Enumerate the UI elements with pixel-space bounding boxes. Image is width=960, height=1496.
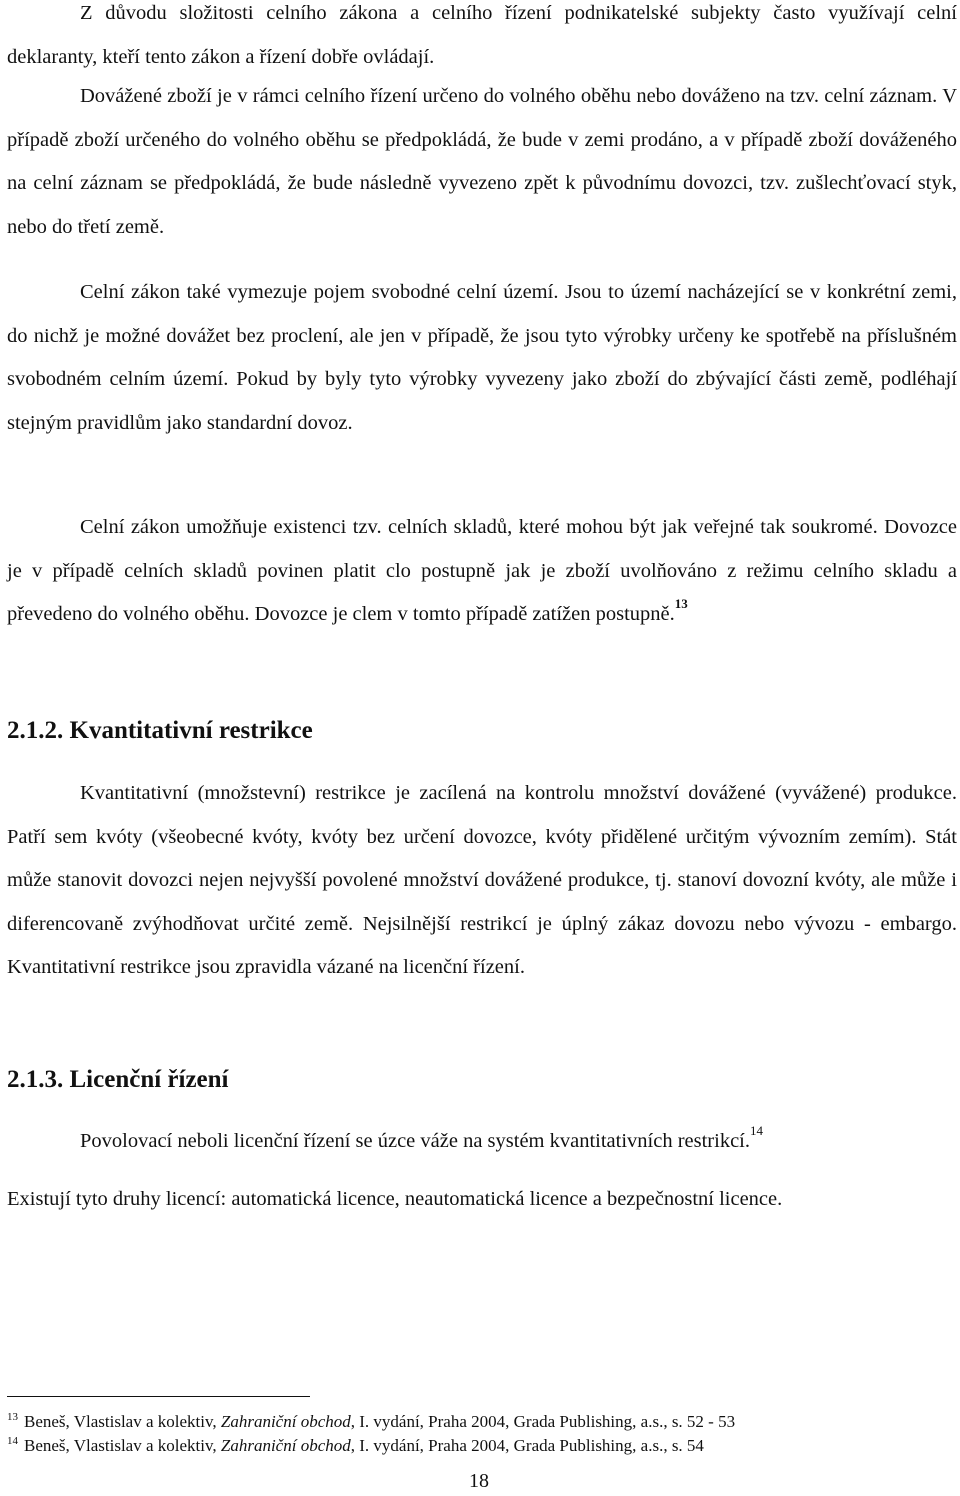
footnote-author: Beneš, Vlastislav a kolektiv,: [24, 1436, 221, 1455]
paragraph-customs-declarants: Z důvodu složitosti celního zákona a celního řízení podnikatelské subjekty často využívají celní deklaranty, kteří tento zákon a řízení dobře ovládají.: [7, 2, 957, 68]
footnote: [7, 1410, 957, 1434]
footnote-author: Beneš, Vlastislav a kolektiv,: [24, 1412, 221, 1431]
paragraph-quantitative-restrictions: Kvantitativní (množstevní) restrikce je zacílená na kontrolu množství dovážené (vyvážené) produkce. Patří sem kvóty (všeobecné kvóty, kvóty bez určení dovozce, kvóty přidělené určitým vývozním zemím). Stát může stanovit dovozci nejen nejvyšší povolené množství dovážené produkce, tj. stanoví dovozní kvóty, ale může i diferencovaně zvýhodňovat určité země. Nejsilnější restrikcí je úplný zákaz dovozu nebo vývozu - embargo. Kvantitativní restrikce jsou zpravidla vázané na licenční řízení.: [7, 782, 957, 978]
paragraph-customs-warehouses: [7, 506, 957, 637]
paragraph-free-circulation: Dovážené zboží je v rámci celního řízení určeno do volného oběhu nebo dováženo na tzv. celní záznam. V případě zboží určeného do volného oběhu se předpokládá, že bude v zemi prodáno, a v případě zboží dováženého na celní záznam se předpokládá, že bude následně vyvezeno zpět k původnímu dovozci, tzv. zušlechťovací styk, nebo do třetí země.: [7, 85, 957, 238]
paragraph-free-customs-zone: Celní zákon také vymezuje pojem svobodné celní území. Jsou to území nacházející se v konkrétní zemi, do nichž je možné dovážet bez proclení, ale jen v případě, že jsou tyto výrobky určeny ke spotřebě na příslušném svobodném celním území. Pokud by byly tyto výrobky vyvezeny jako zboží do zbývající části země, podléhají stejným pravidlům jako standardní dovoz.: [7, 281, 957, 434]
footnote-title: Zahraniční obchod: [220, 1436, 351, 1455]
footnote-separator: [7, 1396, 310, 1397]
section-heading-licensing: 2.1.3. Licenční řízení: [7, 1066, 229, 1093]
footnote-details: , I. vydání, Praha 2004, Grada Publishing, a.s., s. 52 - 53: [350, 1412, 736, 1431]
footnotes: [7, 1410, 957, 1458]
footnote-details: , I. vydání, Praha 2004, Grada Publishing, a.s., s. 54: [350, 1436, 704, 1455]
footnote: [7, 1434, 957, 1458]
footnote-reference: 13: [674, 596, 688, 611]
footnote-title: Zahraniční obchod: [220, 1412, 351, 1431]
paragraph-licensing: [7, 1120, 957, 1164]
paragraph-license-types: Existují tyto druhy licencí: automatická licence, neautomatická licence a bezpečnostní licence.: [7, 1188, 783, 1210]
page-number: 18: [469, 1470, 489, 1492]
footnote-reference: 14: [750, 1123, 764, 1138]
paragraph-text: Celní zákon umožňuje existenci tzv. celních skladů, které mohou být jak veřejné tak soukromé. Dovozce je v případě celních skladů povinen platit clo postupně jak je zboží uvolňováno z režimu celního skladu a převedeno do volného oběhu. Dovozce je clem v tomto případě zatížen postupně.: [7, 516, 957, 625]
paragraph-text: Povolovací neboli licenční řízení se úzce váže na systém kvantitativních restrikcí.: [80, 1130, 751, 1152]
footnote-number: 14: [7, 1435, 18, 1447]
footnote-number: 13: [7, 1411, 18, 1423]
section-heading-quantitative-restrictions: 2.1.2. Kvantitativní restrikce: [7, 717, 313, 744]
